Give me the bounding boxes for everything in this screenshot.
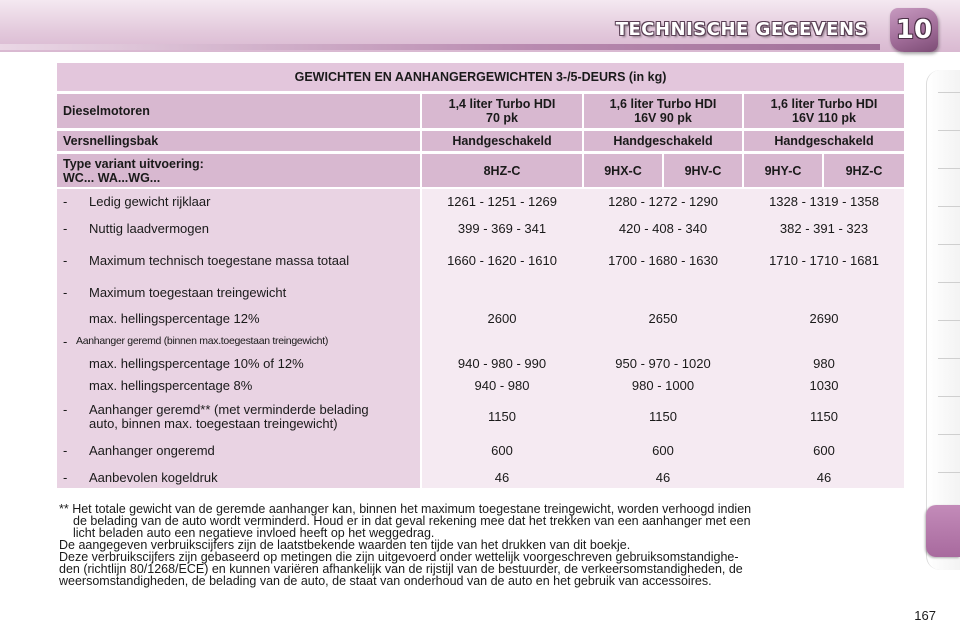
row-value: 1150 [810,409,838,424]
variant-label-line1: Type variant uitvoering: [63,156,204,171]
row-value: 46 [655,470,671,485]
row-value: 600 [652,443,674,458]
row-value: 1710 - 1710 - 1681 [769,253,879,268]
row-label: Ledig gewicht rijklaar [89,194,211,209]
variant-code: 9HX-C [584,154,662,187]
footnote-line: weersomstandigheden, de belading van de auto, de staat van onderhoud van de auto en het gebruik van accessoires. [59,574,712,588]
row-value: 1150 [649,409,677,424]
row-dash: - [63,443,68,458]
footnote-line: licht beladen auto een negatieve invloed heeft op het weggedrag. [73,526,435,540]
variant-label-line2: WC... WA...WG... [63,170,161,185]
tab-divider [938,320,960,321]
row-label: Aanbevolen kogeldruk [89,470,218,485]
row-value: 600 [491,443,513,458]
row-dash: - [63,402,68,417]
variant-code: 9HY-C [744,154,822,187]
active-chapter-tab[interactable] [926,505,960,557]
row-dash: - [63,194,68,209]
chapter-tabs [926,70,960,570]
tab-divider [938,282,960,283]
row-value: 1030 [809,378,839,393]
row-value: 1660 - 1620 - 1610 [447,253,557,268]
row-value: 940 - 980 [474,378,530,393]
row-label: max. hellingspercentage 12% [89,311,260,326]
page-title: TECHNISCHE GEGEVENS [615,19,868,40]
tab-divider [938,92,960,93]
row-label: Maximum technisch toegestane massa totaal [89,253,350,268]
tab-divider [938,206,960,207]
tab-divider [938,434,960,435]
row-dash: - [63,470,68,485]
footnote-line: de belading van de auto wordt verminderd. Houd er in dat geval rekening mee dat het trekken van een aanhanger met een [73,514,751,528]
chapter-badge[interactable] [890,8,938,52]
engine-col-2 [584,94,742,128]
variant-code: 9HV-C [664,154,742,187]
row-value: 1328 - 1319 - 1358 [769,194,879,209]
row-label: Maximum toegestaan treingewicht [89,285,287,300]
row-value: 600 [813,443,835,458]
row-label: Nuttig laadvermogen [89,221,209,236]
tab-divider [938,168,960,169]
engine-line1: 1,4 liter Turbo HDI [448,97,556,111]
variant-label [57,154,420,187]
engine-line2: 16V 110 pk [792,111,856,125]
engine-col-3 [744,94,904,128]
gearbox-label: Versnellingsbak [57,131,420,151]
variant-code: 8HZ-C [422,154,582,187]
row-value: 2600 [487,311,517,326]
row-dash: - [63,285,68,300]
row-value: 1700 - 1680 - 1630 [608,253,718,268]
row-value: 1261 - 1251 - 1269 [447,194,557,209]
tab-divider [938,244,960,245]
row-value: 940 - 980 - 990 [457,356,547,371]
footnote-line: ** Het totale gewicht van de geremde aanhanger kan, binnen het maximum toegestane treingewicht, worden verhoogd indien [59,502,752,516]
gearbox-col-1: Handgeschakeld [422,131,582,151]
tab-divider [938,358,960,359]
row-value: 2650 [648,311,678,326]
row-value: 1150 [488,409,516,424]
tab-divider [938,472,960,473]
engine-label: Dieselmotoren [57,94,420,128]
footnote-line: den (richtlijn 80/1268/ECE) en kunnen variëren afhankelijk van de rijstijl van de bestuurder, de verkeersomstandigheden, de [59,562,743,576]
tab-divider [938,130,960,131]
row-value: 980 - 1000 [631,378,695,393]
page-number: 167 [914,608,936,623]
variant-code: 9HZ-C [824,154,904,187]
engine-line1: 1,6 liter Turbo HDI [609,97,717,111]
row-label: max. hellingspercentage 10% of 12% [89,356,304,371]
table-title: GEWICHTEN EN AANHANGERGEWICHTEN 3-/5-DEURS (in kg) [57,63,904,91]
row-value: 46 [494,470,510,485]
footnote-line: De aangegeven verbruikscijfers zijn de laatstbekende waarden ten tijde van het drukken van dit boekje. [59,538,631,552]
row-label: Aanhanger geremd (binnen max.toegestaan treingewicht) [76,335,329,347]
row-value: 382 - 391 - 323 [779,221,869,236]
row-label-continued: auto, binnen max. toegestaan treingewicht) [89,416,338,431]
engine-col-1 [422,94,582,128]
row-value: 950 - 970 - 1020 [615,356,711,371]
row-label: max. hellingspercentage 8% [89,378,253,393]
gearbox-col-2: Handgeschakeld [584,131,742,151]
row-label: Aanhanger ongeremd [89,443,215,458]
row-dash: - [63,253,68,268]
row-value: 980 [813,356,835,371]
engine-line2: 70 pk [486,111,518,125]
tab-divider [938,396,960,397]
header-stripe [0,44,880,50]
row-label: Aanhanger geremd** (met verminderde belading [89,402,369,417]
row-value: 399 - 369 - 341 [457,221,547,236]
engine-line2: 16V 90 pk [634,111,692,125]
row-value: 1280 - 1272 - 1290 [608,194,718,209]
row-value: 420 - 408 - 340 [618,221,708,236]
row-value: 2690 [809,311,839,326]
row-dash: - [63,334,68,349]
row-value: 46 [816,470,832,485]
footnote-line: Deze verbruikscijfers zijn gebaseerd op metingen die zijn uitgevoerd onder wettelijk voorgeschreven gebruiksomstandighe- [59,550,739,564]
row-dash: - [63,221,68,236]
engine-line1: 1,6 liter Turbo HDI [770,97,878,111]
chapter-number: 10 [895,15,933,45]
gearbox-col-3: Handgeschakeld [744,131,904,151]
